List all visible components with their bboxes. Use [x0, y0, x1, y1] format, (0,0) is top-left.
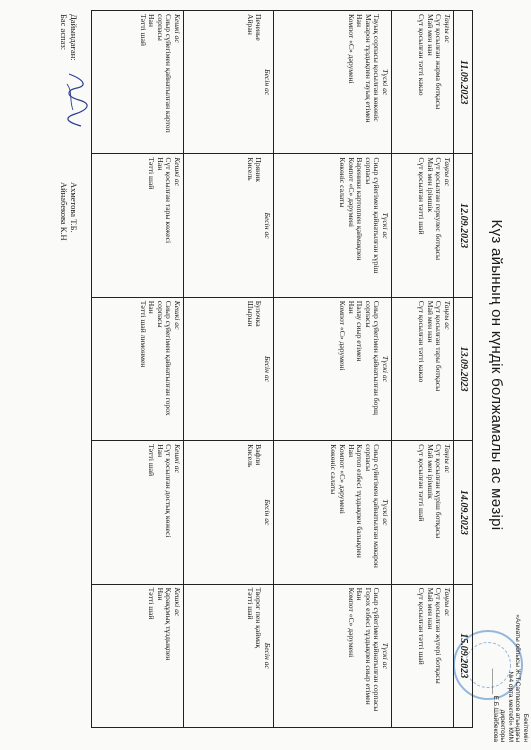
- meal-label: Түскі ас: [381, 642, 390, 669]
- dish: Қарақұмық тұздықпен: [164, 587, 174, 661]
- meal-label: Түскі ас: [381, 69, 390, 96]
- meal-label: Кешкі ас: [173, 14, 182, 43]
- meal-label: Таңғы ас: [443, 14, 452, 43]
- dish: Сүт қосылған тәтті какао: [417, 300, 427, 383]
- meal-label: Кешкі ас: [173, 587, 182, 617]
- signature-block: [59, 14, 79, 314]
- dish: Сүт қосылған тәтті шай: [417, 587, 427, 665]
- dish: Сүт қосылған тәтті шай: [417, 157, 427, 235]
- lunch-cell: [274, 154, 392, 297]
- dinner-cell: [92, 584, 184, 727]
- lunch-cell: [274, 11, 392, 154]
- dish: Булочка: [254, 300, 264, 327]
- dish: Тәтті шай: [245, 587, 255, 620]
- dish: Компот «С» дәрумені: [346, 157, 356, 228]
- dish: Нан: [355, 14, 365, 27]
- breakfast-cell: [392, 154, 454, 297]
- snack-cell: [184, 441, 274, 584]
- dish: Нан: [346, 444, 356, 458]
- meal-label: Кешкі ас: [173, 444, 182, 473]
- breakfast-cell: [392, 297, 454, 440]
- dish: Тәтті шай: [147, 157, 157, 190]
- dish: Май мен нан: [425, 14, 435, 56]
- dish: Нан: [155, 587, 165, 601]
- snack-cell: [184, 11, 274, 154]
- dish: Сиыр сүйегімен қайнатылған күріш сорпасы: [363, 157, 382, 274]
- signature-row: [69, 14, 79, 314]
- date-header: 15.09.2023: [454, 584, 473, 727]
- dish: Сиыр сүйегімен қайнатылған горох сорпасы: [155, 300, 174, 416]
- dish: Нан: [355, 587, 365, 601]
- signature-label: Дайындаған:: [69, 14, 79, 61]
- dish: Творог пен қаймақ: [254, 587, 264, 649]
- lunch-row: [274, 11, 392, 728]
- snack-cell: [184, 297, 274, 440]
- menu-table: [91, 10, 473, 728]
- signature-name: Айнабекова К.Н: [59, 182, 69, 241]
- approval-line: «Алматы облысы Ж.Т.Саппасов атындағы: [514, 614, 522, 742]
- meal-label: Бесін ас: [263, 499, 272, 526]
- signature-name: Ахметова Т.Б.: [69, 182, 79, 233]
- dish: Тәтті шай лимонмен: [138, 300, 148, 368]
- dish: Нан: [155, 157, 165, 171]
- date-header: 13.09.2023: [454, 297, 473, 440]
- dish: Сиыр сүйегімен қайнатылған макарон сорпасы: [363, 444, 382, 568]
- dish: Май мен ірімшік: [425, 444, 435, 499]
- breakfast-row: [392, 11, 454, 728]
- dish: Сүт қосылған жүгері ботқасы: [434, 587, 444, 684]
- dish: Сүт қосылған геркулес ботқасы: [434, 157, 444, 261]
- breakfast-cell: [392, 11, 454, 154]
- dish: Май мен нан: [425, 300, 435, 343]
- meal-label: Таңғы ас: [443, 157, 452, 187]
- dish: Вареники картоппен қаймақпен: [355, 157, 365, 261]
- approval-line: директоры: [499, 709, 507, 742]
- dish: Көкөніс салаты: [329, 444, 339, 495]
- dish: Тәтті шай: [147, 587, 157, 620]
- dish: Картоп езбесі тұздықпен балықпен: [355, 444, 365, 558]
- date-header: 14.09.2023: [454, 441, 473, 584]
- dish: Пряник: [254, 157, 264, 182]
- dinner-row: [92, 11, 184, 728]
- dish: Компот «С» дәрумені: [338, 444, 348, 514]
- dish: Сүт қосылған жарма ботқасы: [434, 14, 444, 110]
- dish: Печенье: [254, 14, 264, 41]
- dish: Макарон тұздықпен тауық етімен: [363, 14, 373, 123]
- dinner-cell: [92, 297, 184, 440]
- dinner-cell: [92, 154, 184, 297]
- signature-row: [59, 14, 69, 314]
- approval-line: _______ Е.Б.Шайбекова: [492, 668, 499, 742]
- dish: Кисель: [245, 444, 255, 468]
- meal-label: Бесін ас: [263, 212, 272, 239]
- dish: Май мен нан: [425, 587, 435, 630]
- dish: Нан: [346, 300, 356, 314]
- meal-label: Бесін ас: [263, 355, 272, 383]
- lunch-cell: [274, 584, 392, 727]
- dish: Кисель: [245, 157, 255, 181]
- snack-cell: [184, 154, 274, 297]
- dish: Нан: [147, 14, 157, 27]
- dish: Сүт қосылған тәтті шай: [417, 444, 427, 522]
- meal-label: Кешкі ас: [173, 300, 182, 330]
- breakfast-cell: [392, 441, 454, 584]
- dish: Компот «С» дәрумені: [338, 300, 348, 371]
- dish: Горох езбесі тұздықпен сиыр етімен: [363, 587, 373, 705]
- dish: Шырын: [245, 300, 255, 327]
- dish: Сүт қосылған тары көжесі: [164, 157, 174, 244]
- meal-label: Түскі ас: [381, 355, 390, 383]
- meal-label: Бесін ас: [263, 69, 272, 96]
- dish: Компот «С» дәрумені: [346, 14, 356, 84]
- meal-label: Таңғы ас: [443, 300, 452, 330]
- snack-cell: [184, 584, 274, 727]
- lunch-cell: [274, 297, 392, 440]
- dish: Вафли: [254, 444, 264, 466]
- dinner-cell: [92, 441, 184, 584]
- date-row: [454, 11, 473, 728]
- dish: Тәтті шай: [138, 14, 148, 46]
- dish: Май мен ірімшік: [425, 157, 435, 213]
- lunch-cell: [274, 441, 392, 584]
- dish: Сиыр сүйегімен қайнатылған борщ сорпасы: [363, 300, 382, 415]
- meal-label: Таңғы ас: [443, 444, 452, 473]
- dish: Тәтті шай: [147, 444, 157, 477]
- snack-row: [184, 11, 274, 728]
- signature-label: Бас аспаз:: [59, 14, 69, 51]
- dish: Палау сиыр етімен: [355, 300, 365, 362]
- meal-label: Түскі ас: [381, 212, 390, 239]
- dish: Сүт қосылған тәтті какао: [417, 14, 427, 96]
- meal-label: Бесін ас: [263, 642, 272, 669]
- dish: Тауық сорпасы қосылған көкөніс: [372, 14, 382, 122]
- approval-block: [492, 572, 530, 742]
- dish: Сиыр сүйегімен қайнатылған картоп сорпасы: [155, 14, 174, 133]
- dish: Сүт қосылған достық көжесі: [164, 444, 174, 538]
- page-title: Күз айының он күндік болжамалы ас мәзірі: [488, 219, 505, 531]
- date-header: 11.09.2023: [454, 11, 473, 154]
- date-header: 12.09.2023: [454, 154, 473, 297]
- dish: Нан: [155, 444, 165, 458]
- dish: Көкөніс салаты: [338, 157, 348, 208]
- dinner-cell: [92, 11, 184, 154]
- dish: Сиыр сүйегімен қайнатылған сорпасы: [372, 587, 382, 712]
- breakfast-cell: [392, 584, 454, 727]
- dish: Сүт қосылған күріш ботқасы: [434, 444, 444, 539]
- dish: Компот «С» дәрумені: [346, 587, 356, 658]
- meal-label: Таңғы ас: [443, 587, 452, 617]
- meal-label: Түскі ас: [381, 499, 390, 526]
- approval-line: №4 орта мектебі» КММ: [507, 671, 514, 742]
- meal-label: Кешкі ас: [173, 157, 182, 187]
- dish: Айран: [245, 14, 255, 35]
- dish: Сүт қосылған тары ботқасы: [434, 300, 444, 392]
- dish: Нан: [147, 300, 157, 314]
- approval-line: Бекітемін: [522, 713, 529, 742]
